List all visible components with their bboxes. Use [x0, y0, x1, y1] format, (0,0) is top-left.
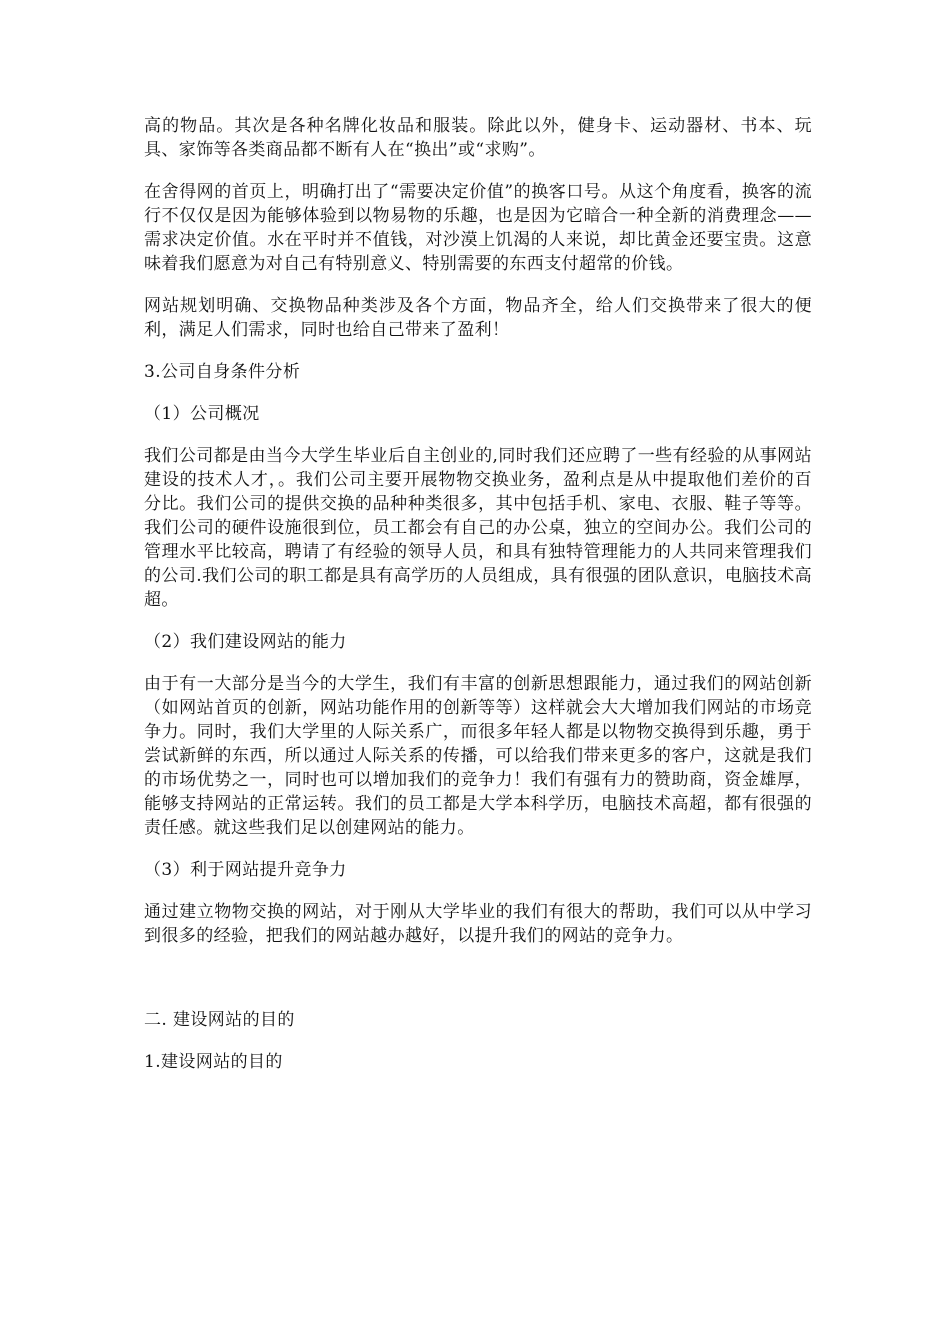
- paragraph-slogan: 在舍得网的首页上，明确打出了“需要决定价值”的换客口号。从这个角度看，换客的流行不仅仅是因为能够体验到以物易物的乐趣，也是因为它暗合一种全新的消费理念——需求决定价值。水在平时并不值钱，对沙漠上饥渴的人来说，却比黄金还要宝贵。这意味着我们愿意为对自己有特别意义、特别需要的东西支付超常的价钱。: [144, 182, 812, 274]
- paragraph-popular-items: 高的物品。其次是各种名牌化妆品和服装。除此以外，健身卡、运动器材、书本、玩具、家饰等各类商品都不断有人在“换出”或“求购”。: [144, 116, 812, 160]
- chapter-heading-website-purpose: 二. 建设网站的目的: [144, 1010, 295, 1030]
- subheading-build-ability: （2）我们建设网站的能力: [144, 632, 347, 652]
- section-heading-website-purpose: 1.建设网站的目的: [144, 1052, 283, 1072]
- document-page: [144, 114, 812, 1092]
- section-heading-company-analysis: 3.公司自身条件分析: [144, 362, 301, 382]
- subheading-company-overview: （1）公司概况: [144, 404, 260, 424]
- section-spacer: [144, 966, 812, 1008]
- subheading-competitiveness: （3）利于网站提升竞争力: [144, 860, 347, 880]
- paragraph-company-overview: 我们公司都是由当今大学生毕业后自主创业的,同时我们还应聘了一些有经验的从事网站建设的技术人才，。我们公司主要开展物物交换业务，盈利点是从中提取他们差价的百分比。我们公司的提供交换的品种种类很多，其中包括手机、家电、衣服、鞋子等等。我们公司的硬件设施很到位，员工都会有自己的办公桌，独立的空间办公。我们公司的管理水平比较高，聘请了有经验的领导人员，和具有独特管理能力的人共同来管理我们的公司.我们公司的职工都是具有高学历的人员组成，具有很强的团队意识，电脑技术高超。: [144, 446, 812, 610]
- paragraph-competitiveness: 通过建立物物交换的网站，对于刚从大学毕业的我们有很大的帮助，我们可以从中学习到很多的经验，把我们的网站越办越好，以提升我们的网站的竞争力。: [144, 902, 812, 946]
- paragraph-site-planning: 网站规划明确、交换物品种类涉及各个方面，物品齐全，给人们交换带来了很大的便利，满足人们需求，同时也给自己带来了盈利！: [144, 296, 812, 340]
- paragraph-build-ability: 由于有一大部分是当今的大学生，我们有丰富的创新思想跟能力，通过我们的网站创新（如网站首页的创新，网站功能作用的创新等等）这样就会大大增加我们网站的市场竞争力。同时，我们大学里的人际关系广，而很多年轻人都是以物物交换得到乐趣，勇于尝试新鲜的东西，所以通过人际关系的传播，可以给我们带来更多的客户，这就是我们的市场优势之一，同时也可以增加我们的竞争力！我们有强有力的赞助商，资金雄厚，能够支持网站的正常运转。我们的员工都是大学本科学历，电脑技术高超，都有很强的责任感。就这些我们足以创建网站的能力。: [144, 674, 812, 838]
